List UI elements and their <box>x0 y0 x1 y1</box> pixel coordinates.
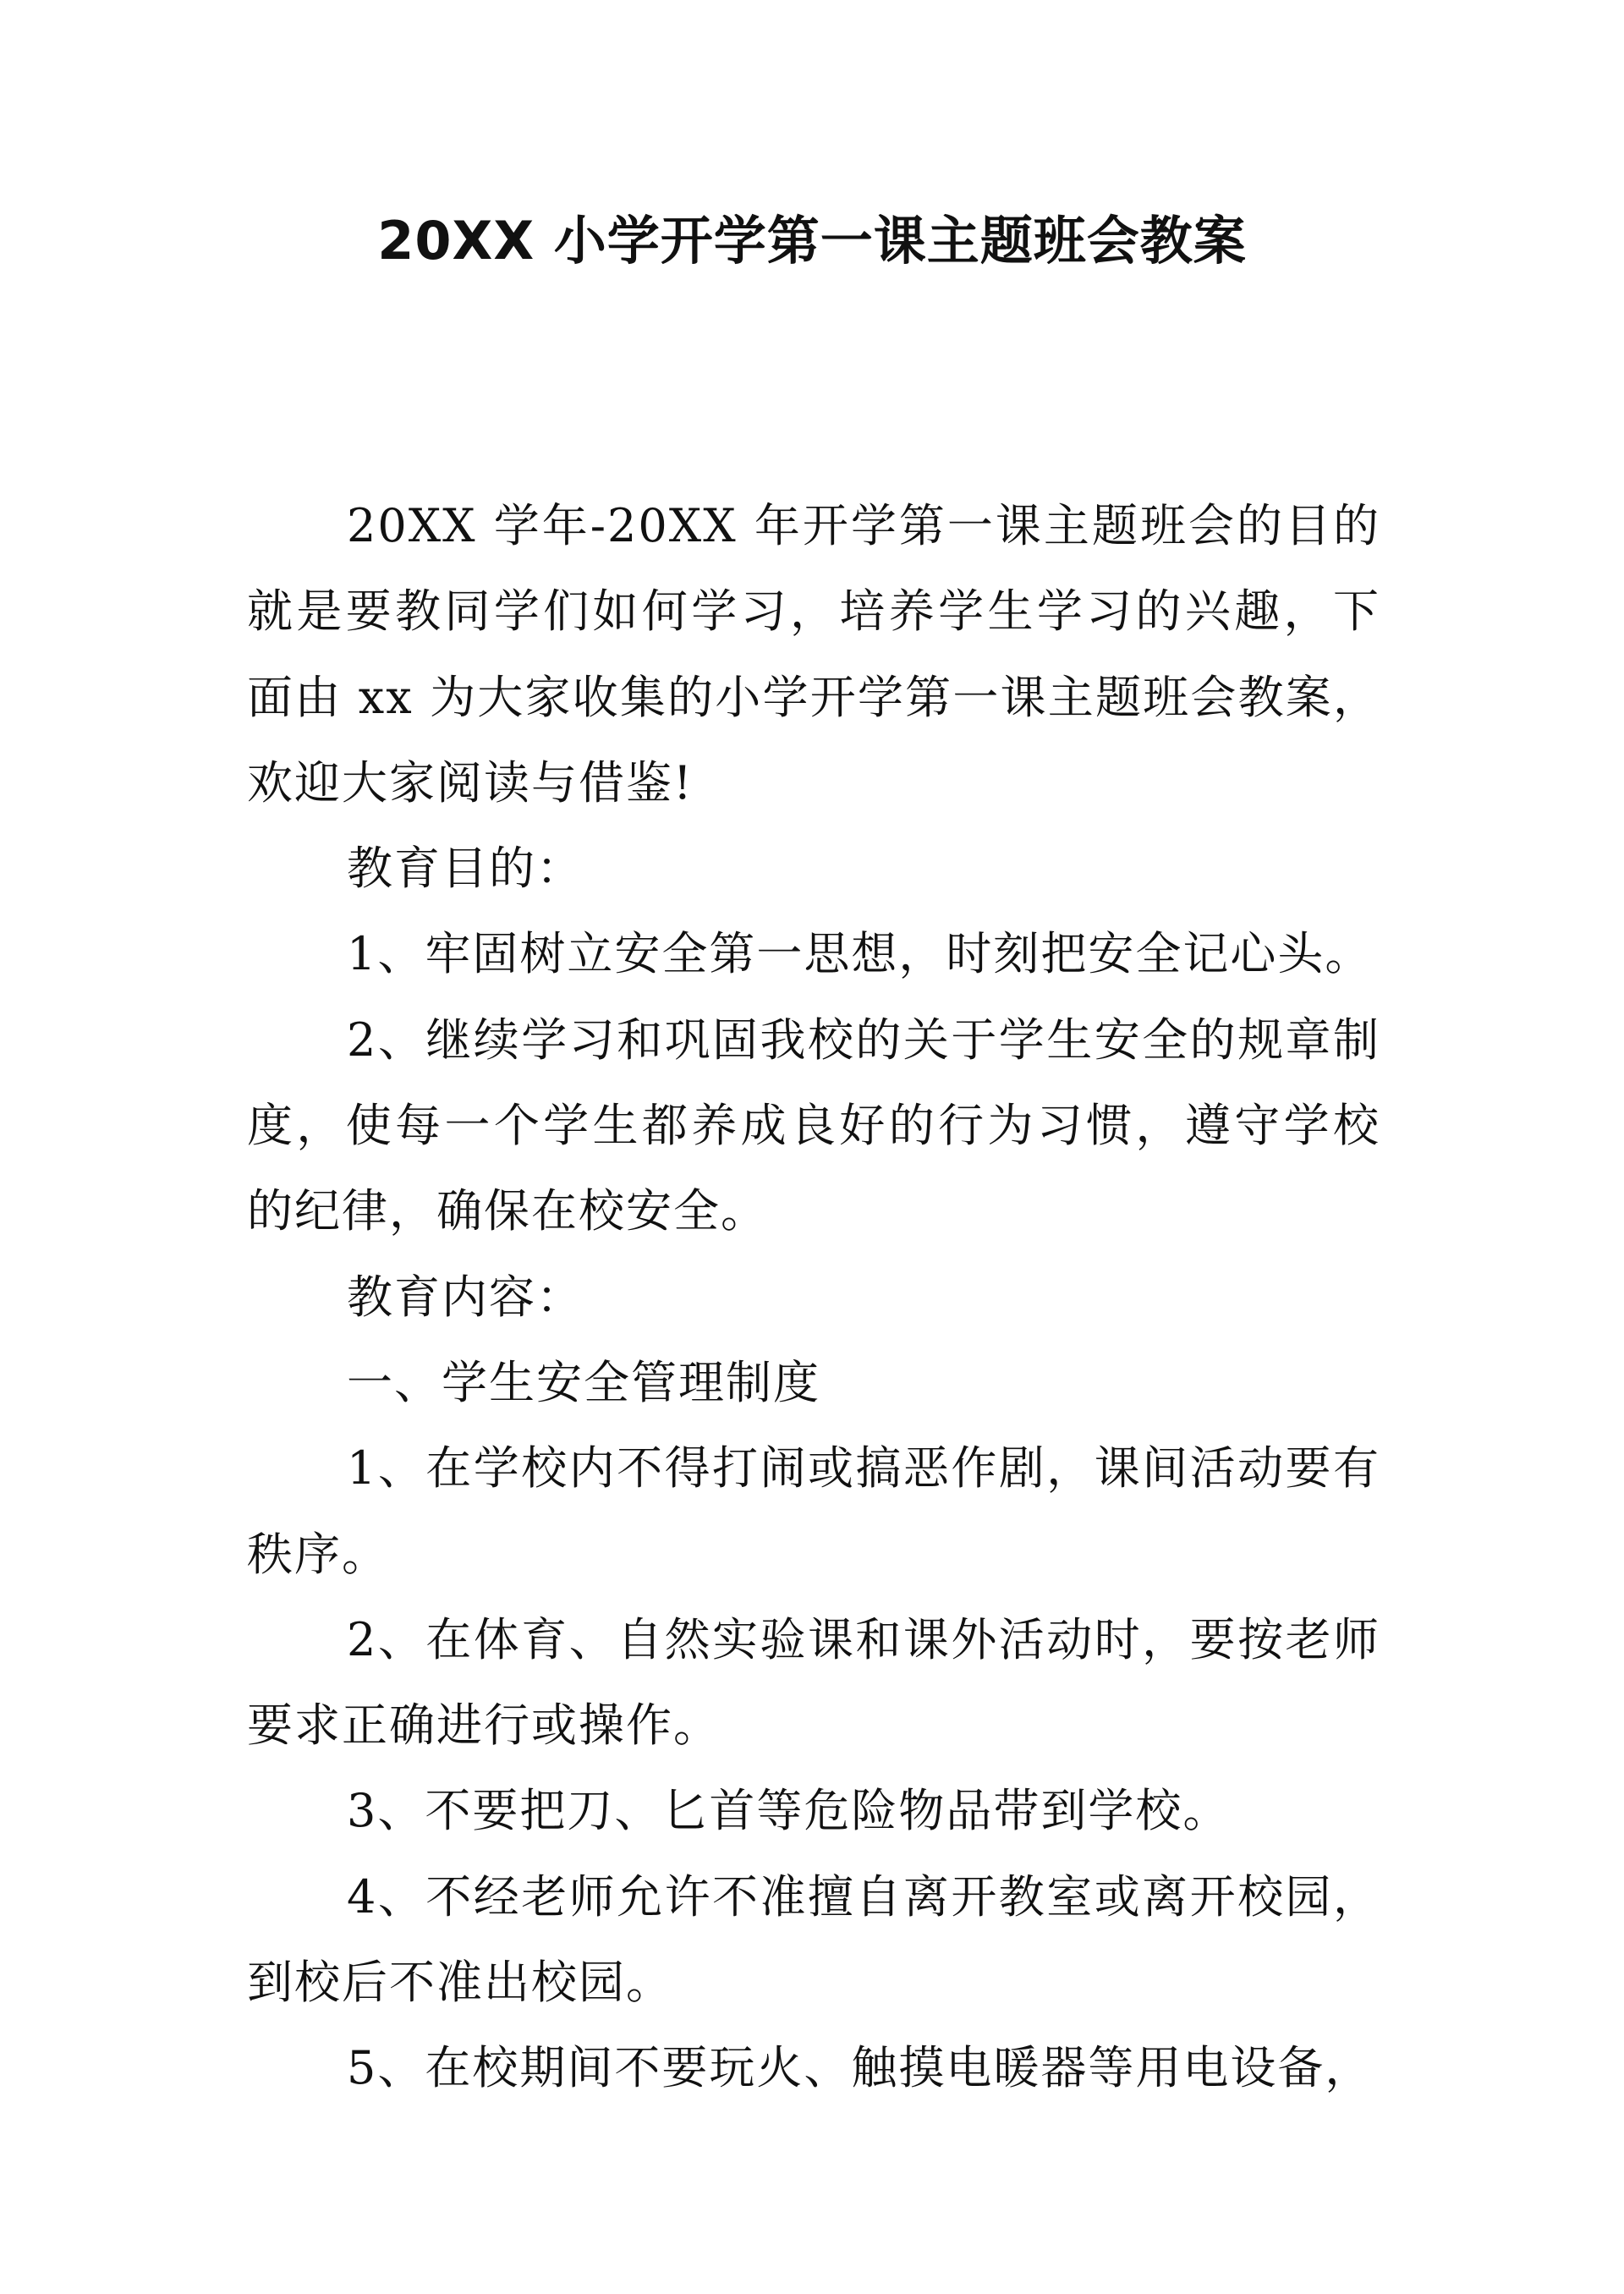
rule-item-1: 1、在学校内不得打闹或搞恶作剧，课间活动要有秩序。 <box>247 1441 1380 1581</box>
purpose-item-1: 1、牢固树立安全第一思想，时刻把安全记心头。 <box>347 927 1373 981</box>
rule-item-3: 3、不要把刀、匕首等危险物品带到学校。 <box>347 1784 1231 1838</box>
purpose-item-2: 2、继续学习和巩固我校的关于学生安全的规章制度，使每一个学生都养成良好的行为习惯，遵守学校的纪律，确保在校安全。 <box>247 1013 1380 1238</box>
section-heading-purpose: 教育目的： <box>347 842 584 896</box>
rule-item-4: 4、不经老师允许不准擅自离开教室或离开校园，到校后不准出校园。 <box>247 1869 1380 2010</box>
subsection-heading: 一、学生安全管理制度 <box>347 1355 820 1409</box>
rule-item-5: 5、在校期间不要玩火、触摸电暖器等用电设备， <box>347 2041 1373 2095</box>
section-heading-content: 教育内容： <box>347 1270 584 1324</box>
intro-paragraph: 20XX 学年-20XX 年开学第一课主题班会的目的就是要教同学们如何学习，培养学生学习的兴趣，下面由 xx 为大家收集的小学开学第一课主题班会教案，欢迎大家阅读与借鉴! <box>247 499 1380 809</box>
document-body <box>247 483 1380 2111</box>
document-title: 20XX 小学开学第一课主题班会教案 <box>377 210 1247 272</box>
rule-item-2: 2、在体育、自然实验课和课外活动时，要按老师要求正确进行或操作。 <box>247 1612 1380 1753</box>
